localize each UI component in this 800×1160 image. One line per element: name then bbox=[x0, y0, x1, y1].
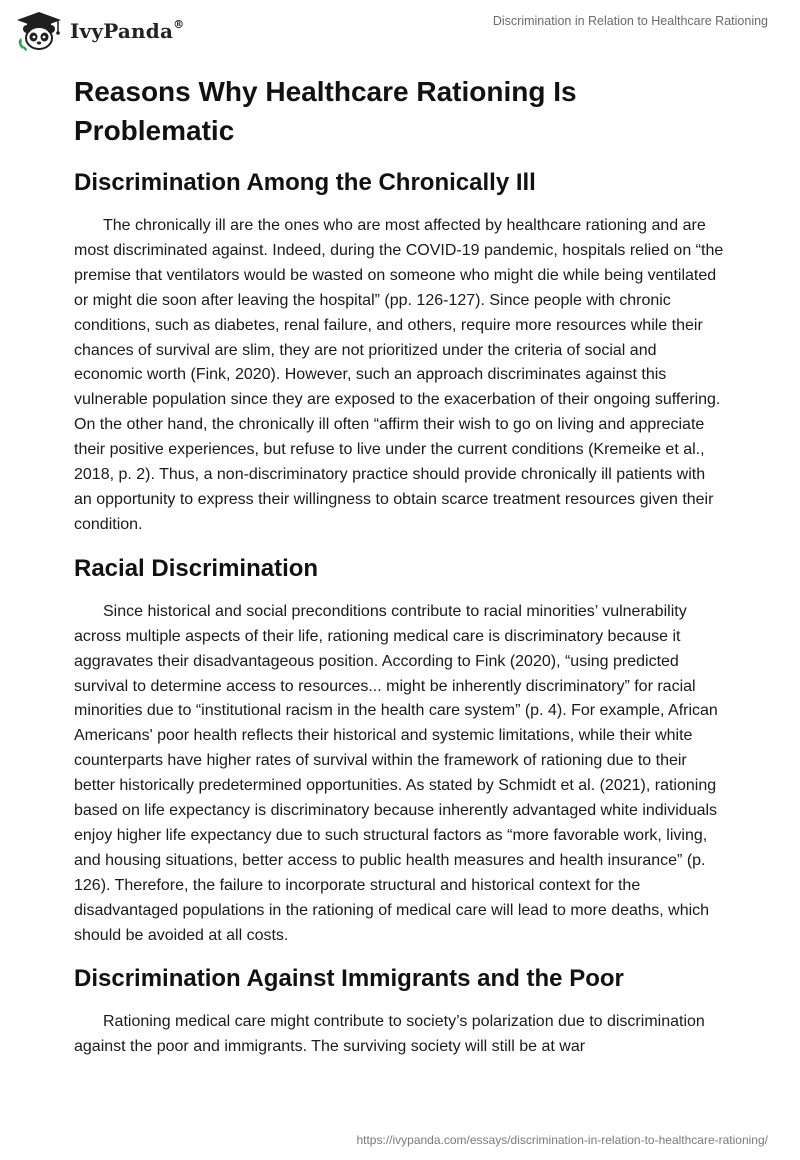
page-title: Reasons Why Healthcare Rationing Is Problematic bbox=[74, 76, 577, 146]
section-paragraph-immigrants-poor: Rationing medical care might contribute to society’s polarization due to discrimination against the poor and immigrants. The surviving society will still be at war bbox=[74, 1013, 705, 1056]
source-url-link[interactable]: https://ivypanda.com/essays/discrimination-in-relation-to-healthcare-rationing/ bbox=[356, 1133, 768, 1147]
section-heading-racial: Racial Discrimination bbox=[74, 554, 319, 582]
running-title: Discrimination in Relation to Healthcare Rationing bbox=[492, 14, 768, 28]
section-heading-immigrants-poor: Discrimination Against Immigrants and the Poor bbox=[74, 965, 624, 993]
brand-name: IvyPanda® bbox=[70, 18, 185, 43]
ivypanda-logo[interactable] bbox=[14, 10, 184, 52]
article-body bbox=[74, 72, 724, 1060]
section-paragraph-chronically-ill: The chronically ill are the ones who are most affected by healthcare rationing and are most discriminated against. Indeed, during the COVID-19 pandemic, hospitals relied on “the premise that ventilators would be wasted on someone who might die while being ventilated or might die soon after leaving the hospital” (pp. 126-127). Since people with chronic conditions, such as diabetes, renal failure, and others, require more resources while their chances of survival are slim, they are not prioritized under the criteria of social and economic worth (Fink, 2020). However, such an approach discriminates against this vulnerable population since they are exposed to the exacerbation of their ongoing suffering. On the other hand, the chronically ill often “affirm their wish to go on living and appreciate their positive experiences, but refuse to live under the current conditions (Kremeike et al., 2018, p. 2). Thus, a non-discriminatory practice should provide chronically ill patients with an opportunity to express their willingness to obtain scarce treatment resources given their condition. bbox=[74, 217, 724, 533]
panda-graduation-cap-icon bbox=[14, 10, 64, 52]
section-heading-chronically-ill: Discrimination Among the Chronically Ill bbox=[74, 169, 536, 196]
section-paragraph-racial: Since historical and social preconditions contribute to racial minorities’ vulnerability across multiple aspects of their life, rationing medical care is discriminatory because it aggravates their disadvantageous position. According to Fink (2020), “using predicted survival to determine access to resources... might be inherently discriminatory” for racial minorities due to “institutional racism in the health care system” (p. 4). For example, African Americans' poor health reflects their historical and systemic limitations, while their white counterparts have higher rates of survival within the framework of rationing due to their better historically predetermined opportunities. As stated by Schmidt et al. (2021), rationing based on life expectancy is discriminatory because inherently advantaged white individuals enjoy higher life expectancy due to such structural factors as “more favorable work, living, and housing situations, better access to public health measures and health insurance” (p. 126). Therefore, the failure to incorporate structural and historical context for the disadvantaged populations in the rationing of medical care will lead to more deaths, which should be avoided at all costs. bbox=[74, 602, 718, 944]
page-header bbox=[0, 0, 800, 60]
